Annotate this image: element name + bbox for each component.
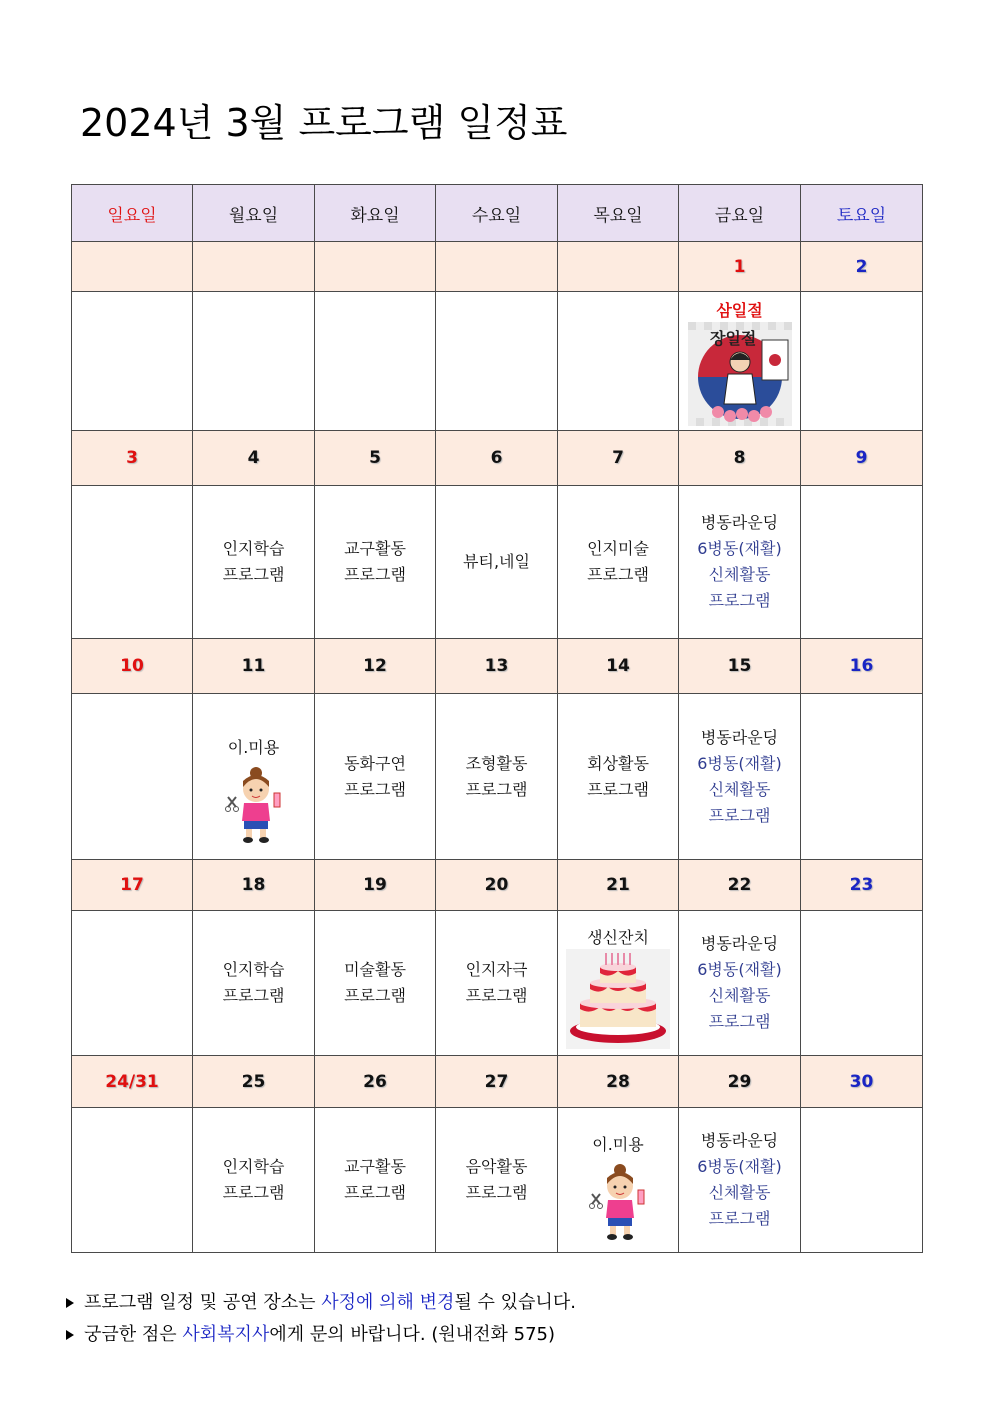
- event-cell: [679, 1108, 801, 1253]
- date-cell: 26: [315, 1056, 436, 1108]
- event-line: 프로그램: [708, 1209, 771, 1228]
- hairdresser-girl-illustration: [224, 763, 284, 843]
- event-row: [72, 292, 923, 431]
- event-line: 프로그램: [344, 779, 406, 799]
- event-cell: [679, 911, 801, 1056]
- weekday-monday: 월요일: [193, 185, 315, 242]
- event-line: 인지학습: [222, 1157, 285, 1176]
- date-cell: [436, 242, 558, 292]
- event-line: 프로그램: [587, 779, 649, 799]
- event-cell: [679, 292, 801, 431]
- event-line: 병동라운딩: [700, 1131, 779, 1150]
- date-cell: 15: [679, 639, 801, 694]
- date-cell: 7: [558, 431, 679, 486]
- date-cell: 21: [558, 860, 679, 911]
- event-cell: [193, 694, 315, 860]
- notice-text: 될 수 있습니다.: [454, 1292, 576, 1313]
- date-cell: 3: [72, 431, 193, 486]
- event-line: 6병동(재활): [697, 539, 782, 558]
- date-row: [72, 431, 923, 486]
- schedule-calendar: [71, 184, 923, 1253]
- event-row: [72, 1108, 923, 1253]
- hairdresser-girl-illustration: [588, 1160, 648, 1240]
- date-row: [72, 242, 923, 292]
- date-cell: 24/31: [72, 1056, 193, 1108]
- date-cell: 17: [72, 860, 193, 911]
- event-line: 프로그램: [344, 565, 406, 584]
- date-cell: 2: [801, 242, 923, 292]
- event-cell: [801, 292, 923, 431]
- event-row: [72, 911, 923, 1056]
- date-cell: 11: [193, 639, 315, 694]
- event-cell: [436, 1108, 558, 1253]
- event-cell: [558, 1108, 679, 1253]
- event-line: 교구활동: [344, 1157, 406, 1176]
- event-line: 음악활동: [465, 1157, 528, 1176]
- date-cell: 4: [193, 431, 315, 486]
- event-line: 프로그램: [465, 986, 528, 1005]
- weekday-sunday: 일요일: [72, 185, 193, 242]
- date-cell: 12: [315, 639, 436, 694]
- event-cell: [193, 292, 315, 431]
- event-line: 신체활동: [708, 565, 771, 584]
- notice-line-2: [66, 1320, 555, 1346]
- date-row: [72, 860, 923, 911]
- event-cell: [72, 292, 193, 431]
- bullet-triangle-icon: [66, 1330, 74, 1340]
- date-cell: 16: [801, 639, 923, 694]
- event-line: 병동라운딩: [700, 513, 779, 532]
- event-line: 프로그램: [708, 805, 771, 825]
- date-cell: 20: [436, 860, 558, 911]
- event-cell: [558, 694, 679, 860]
- date-cell: 1: [679, 242, 801, 292]
- date-row: [72, 639, 923, 694]
- event-cell: [193, 911, 315, 1056]
- event-cell: [801, 486, 923, 639]
- weekday-wednesday: 수요일: [436, 185, 558, 242]
- event-cell: [801, 911, 923, 1056]
- date-cell: 8: [679, 431, 801, 486]
- event-line: 신체활동: [708, 1183, 771, 1202]
- event-cell: [315, 486, 436, 639]
- event-cell: [72, 1108, 193, 1253]
- event-line: 병동라운딩: [700, 727, 779, 747]
- event-line: 뷰티,네일: [463, 552, 530, 571]
- date-cell: 13: [436, 639, 558, 694]
- page-title: 2024년 3월 프로그램 일정표: [80, 101, 568, 145]
- notice-text: 궁금한 점은: [84, 1324, 183, 1345]
- samiljeol-illustration: [688, 322, 792, 426]
- notice-highlight: 사정에 의해 변경: [321, 1292, 455, 1313]
- event-cell: [315, 292, 436, 431]
- event-cell: [315, 911, 436, 1056]
- date-cell: 27: [436, 1056, 558, 1108]
- event-cell: [801, 1108, 923, 1253]
- event-line: 프로그램: [222, 1183, 285, 1202]
- event-cell: [558, 911, 679, 1056]
- event-line: 프로그램: [708, 1012, 771, 1031]
- event-label: 이.미용: [227, 737, 280, 757]
- date-cell: 30: [801, 1056, 923, 1108]
- date-cell: 5: [315, 431, 436, 486]
- date-cell: 23: [801, 860, 923, 911]
- event-line: 신체활동: [708, 986, 771, 1005]
- birthday-cake-illustration: [566, 949, 670, 1049]
- event-line: 조형활동: [465, 753, 528, 773]
- notice-line-1: [66, 1288, 576, 1314]
- event-line: 프로그램: [708, 591, 771, 610]
- holiday-label: 삼일절: [716, 301, 763, 320]
- event-line: 인지학습: [222, 539, 285, 558]
- event-line: 인지미술: [587, 539, 649, 558]
- event-line: 6병동(재활): [697, 960, 782, 979]
- event-line: 프로그램: [222, 986, 285, 1005]
- event-line: 6병동(재활): [697, 753, 782, 773]
- event-cell: [801, 694, 923, 860]
- weekday-thursday: 목요일: [558, 185, 679, 242]
- date-row: [72, 1056, 923, 1108]
- weekday-saturday: 토요일: [801, 185, 923, 242]
- event-cell: [679, 486, 801, 639]
- date-cell: 28: [558, 1056, 679, 1108]
- date-cell: 6: [436, 431, 558, 486]
- date-cell: 9: [801, 431, 923, 486]
- date-cell: 19: [315, 860, 436, 911]
- event-label: 이.미용: [592, 1135, 644, 1154]
- date-cell: 18: [193, 860, 315, 911]
- date-cell: 29: [679, 1056, 801, 1108]
- bullet-triangle-icon: [66, 1298, 74, 1308]
- event-line: 6병동(재활): [697, 1157, 782, 1176]
- event-cell: [679, 694, 801, 860]
- event-line: 프로그램: [587, 565, 649, 584]
- event-cell: [72, 486, 193, 639]
- event-line: 프로그램: [344, 1183, 406, 1202]
- event-line: 회상활동: [587, 753, 649, 773]
- event-cell: [436, 486, 558, 639]
- date-cell: [558, 242, 679, 292]
- event-cell: [193, 486, 315, 639]
- event-line: 프로그램: [465, 779, 528, 799]
- svg-text:장일절: 장일절: [709, 329, 756, 348]
- date-cell: 10: [72, 639, 193, 694]
- event-cell: [193, 1108, 315, 1253]
- event-line: 동화구연: [344, 753, 406, 773]
- event-line: 병동라운딩: [700, 934, 779, 953]
- date-cell: 25: [193, 1056, 315, 1108]
- event-line: 인지자극: [465, 960, 528, 979]
- date-cell: [193, 242, 315, 292]
- event-line: 프로그램: [465, 1183, 528, 1202]
- event-cell: [72, 911, 193, 1056]
- weekday-tuesday: 화요일: [315, 185, 436, 242]
- notice-highlight: 사회복지사: [182, 1324, 270, 1345]
- event-cell: [436, 694, 558, 860]
- event-line: 인지학습: [222, 960, 285, 979]
- event-cell: [558, 292, 679, 431]
- event-label: 생신잔치: [587, 928, 649, 947]
- notice-text: 에게 문의 바랍니다. (원내전화 575): [269, 1324, 556, 1345]
- event-cell: [436, 911, 558, 1056]
- event-line: 미술활동: [344, 960, 406, 979]
- event-row: [72, 486, 923, 639]
- weekday-friday: 금요일: [679, 185, 801, 242]
- event-line: 프로그램: [344, 986, 406, 1005]
- event-row: [72, 694, 923, 860]
- event-cell: [315, 1108, 436, 1253]
- date-cell: 22: [679, 860, 801, 911]
- event-line: 교구활동: [344, 539, 406, 558]
- event-line: 프로그램: [222, 565, 285, 584]
- notice-text: 프로그램 일정 및 공연 장소는: [84, 1292, 322, 1313]
- weekday-header-row: [72, 185, 923, 242]
- date-cell: [72, 242, 193, 292]
- event-line: 신체활동: [708, 779, 771, 799]
- date-cell: 14: [558, 639, 679, 694]
- event-cell: [558, 486, 679, 639]
- event-cell: [436, 292, 558, 431]
- event-cell: [72, 694, 193, 860]
- event-cell: [315, 694, 436, 860]
- date-cell: [315, 242, 436, 292]
